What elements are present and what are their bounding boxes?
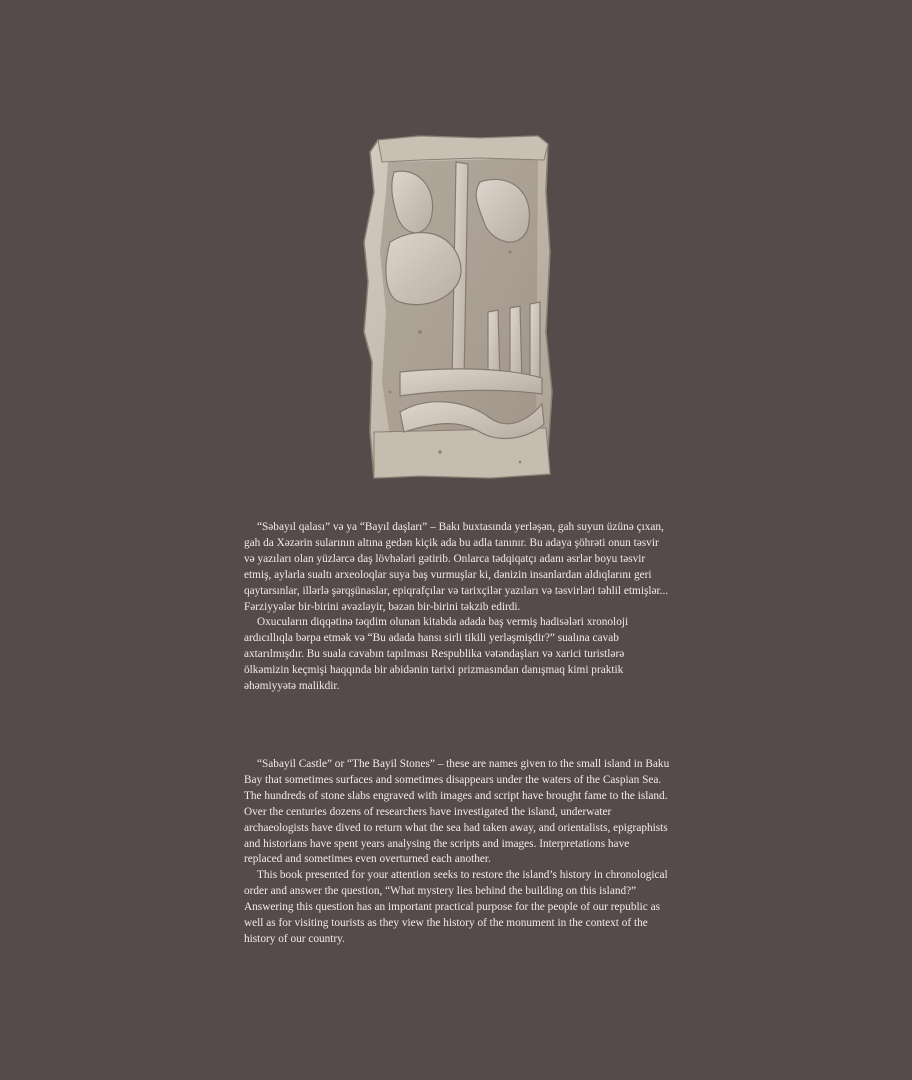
azerbaijani-paragraph-2: Oxucuların diqqətinə təqdim olunan kitabda adada baş vermiş hadisələri xronoloji ardıcıllıqla bərpa etmək və “Bu adada hansı sirli tikili yerləşmişdir?” sualına cavab axtarılmışdır. Bu suala cavabın tapılması Respublika vətəndaşları və xarici turistlərə ölkəmizin keçmişi haqqında bir abidənin tarixi prizmasından danışmaq kimi praktik əhəmiyyətə malikdir. [244,616,629,693]
slab-top-band [378,136,548,162]
calligraphy-vertical-4 [530,302,540,384]
azerbaijani-paragraph-1: “Səbayıl qalası” və ya “Bayıl daşları” – Bakı buxtasında yerləşən, gah suyun üzünə çıxan, gah da Xəzərin sularının altına gedən kiçik ada bu adla tanınır. Bu adaya şöhrəti onun təsvir və yazıları olan yüzlərcə daş lövhələri gətirib. Onlarca tədqiqatçı adanı əsrlər boyu təsvir etmiş, aylarla sualtı arxeoloqlar suya baş vurmuşlar ki, dənizin insanlardan aldıqlarını geri qaytarsınlar, illərlə şərqşünaslar, epiqrafçılar və tarixçilər yazıları və təsvirləri təhlil etmişlər... Fərziyyələr bir-birini əvəzləyir, bəzən bir-birini təkzib edirdi. [244,521,669,613]
stone-slab-drawing [360,132,555,482]
english-paragraph-1: “Sabayil Castle” or “The Bayil Stones” – these are names given to the small island in Baku Bay that sometimes surfaces and sometimes disappears under the waters of the Caspian Sea. The hundreds of stone slabs engraved with images and script have brought fame to the island. Over the centuries dozens of researchers have investigated the island, underwater archaeologists have dived to return what the sea had taken away, and orientalists, epigraphists and historians have spent years analysing the scripts and images. Interpretations have replaced and sometimes even overturned each another. [244,758,670,866]
english-text [244,757,670,948]
english-paragraph-2: This book presented for your attention seeks to restore the island’s history in chronological order and answer the question, “What mystery lies behind the building on this island?” Answering this question has an important practical purpose for the people of our republic as well as for visiting tourists as they view the history of the monument in the context of the history of our country. [244,869,668,945]
carved-stone-slab-icon [360,132,555,482]
azerbaijani-text [244,520,670,695]
